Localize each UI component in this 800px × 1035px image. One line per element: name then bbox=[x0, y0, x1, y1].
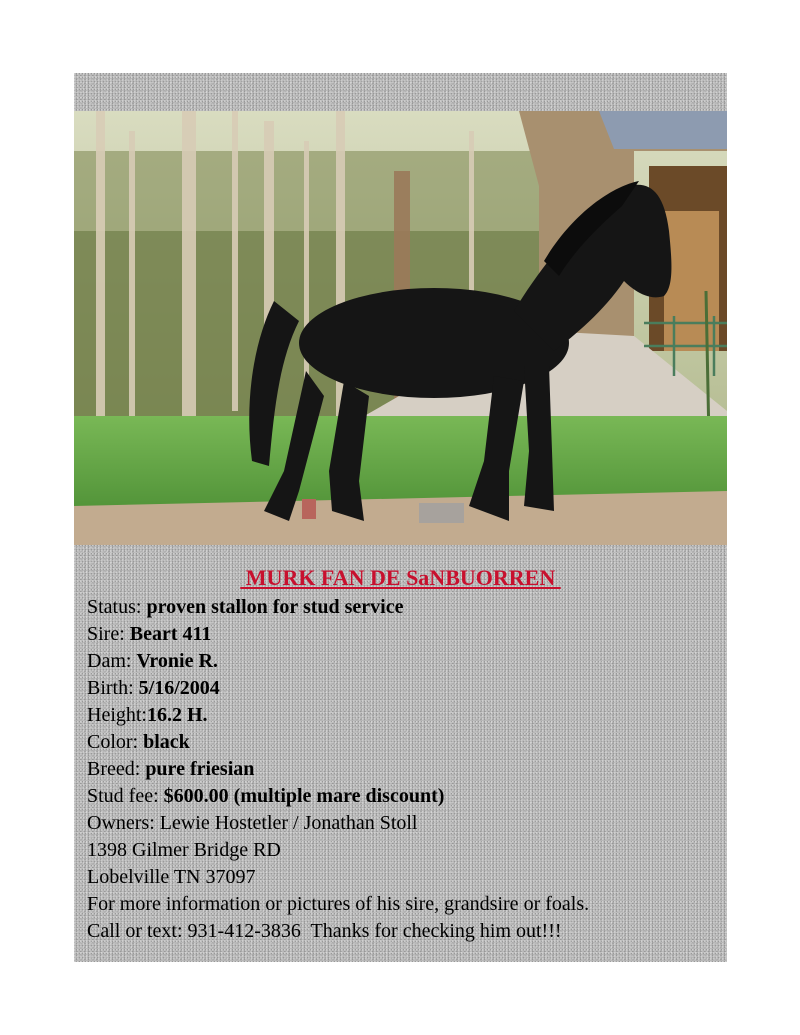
birth-value: 5/16/2004 bbox=[138, 677, 220, 699]
dam-line bbox=[87, 648, 717, 675]
dam-value: Vronie R. bbox=[136, 650, 218, 672]
status-label: Status: bbox=[87, 596, 147, 618]
owners-line: Owners: Lewie Hostetler / Jonathan Stoll bbox=[87, 812, 418, 834]
height-value: 16.2 H. bbox=[147, 704, 208, 726]
stud-fee-label: Stud fee: bbox=[87, 785, 164, 807]
height-line bbox=[87, 702, 717, 729]
sire-label: Sire: bbox=[87, 623, 130, 645]
color-label: Color: bbox=[87, 731, 144, 753]
height-label: Height: bbox=[87, 704, 147, 726]
status-line bbox=[87, 594, 717, 621]
dam-label: Dam: bbox=[87, 650, 137, 672]
sire-value: Beart 411 bbox=[129, 623, 212, 645]
birth-label: Birth: bbox=[87, 677, 139, 699]
call-line: Call or text: 931-412-3836 Thanks for checking him out!!! bbox=[87, 920, 562, 942]
breed-value: pure friesian bbox=[145, 758, 255, 780]
sire-line bbox=[87, 621, 717, 648]
address-street: 1398 Gilmer Bridge RD bbox=[87, 839, 281, 861]
breed-line bbox=[87, 756, 717, 783]
stud-fee-line bbox=[87, 783, 717, 810]
color-value: black bbox=[143, 731, 190, 753]
status-value: proven stallon for stud service bbox=[146, 596, 404, 618]
address-city: Lobelville TN 37097 bbox=[87, 866, 256, 888]
horse-info bbox=[87, 594, 717, 945]
color-line bbox=[87, 729, 717, 756]
horse-name-title: MURK FAN DE SaNBUORREN bbox=[240, 565, 561, 590]
more-info-line: For more information or pictures of his sire, grandsire or foals. bbox=[87, 893, 590, 915]
horse-photo bbox=[74, 111, 727, 545]
flyer bbox=[74, 73, 727, 962]
breed-label: Breed: bbox=[87, 758, 146, 780]
birth-line bbox=[87, 675, 717, 702]
stud-fee-value: $600.00 (multiple mare discount) bbox=[163, 785, 445, 807]
